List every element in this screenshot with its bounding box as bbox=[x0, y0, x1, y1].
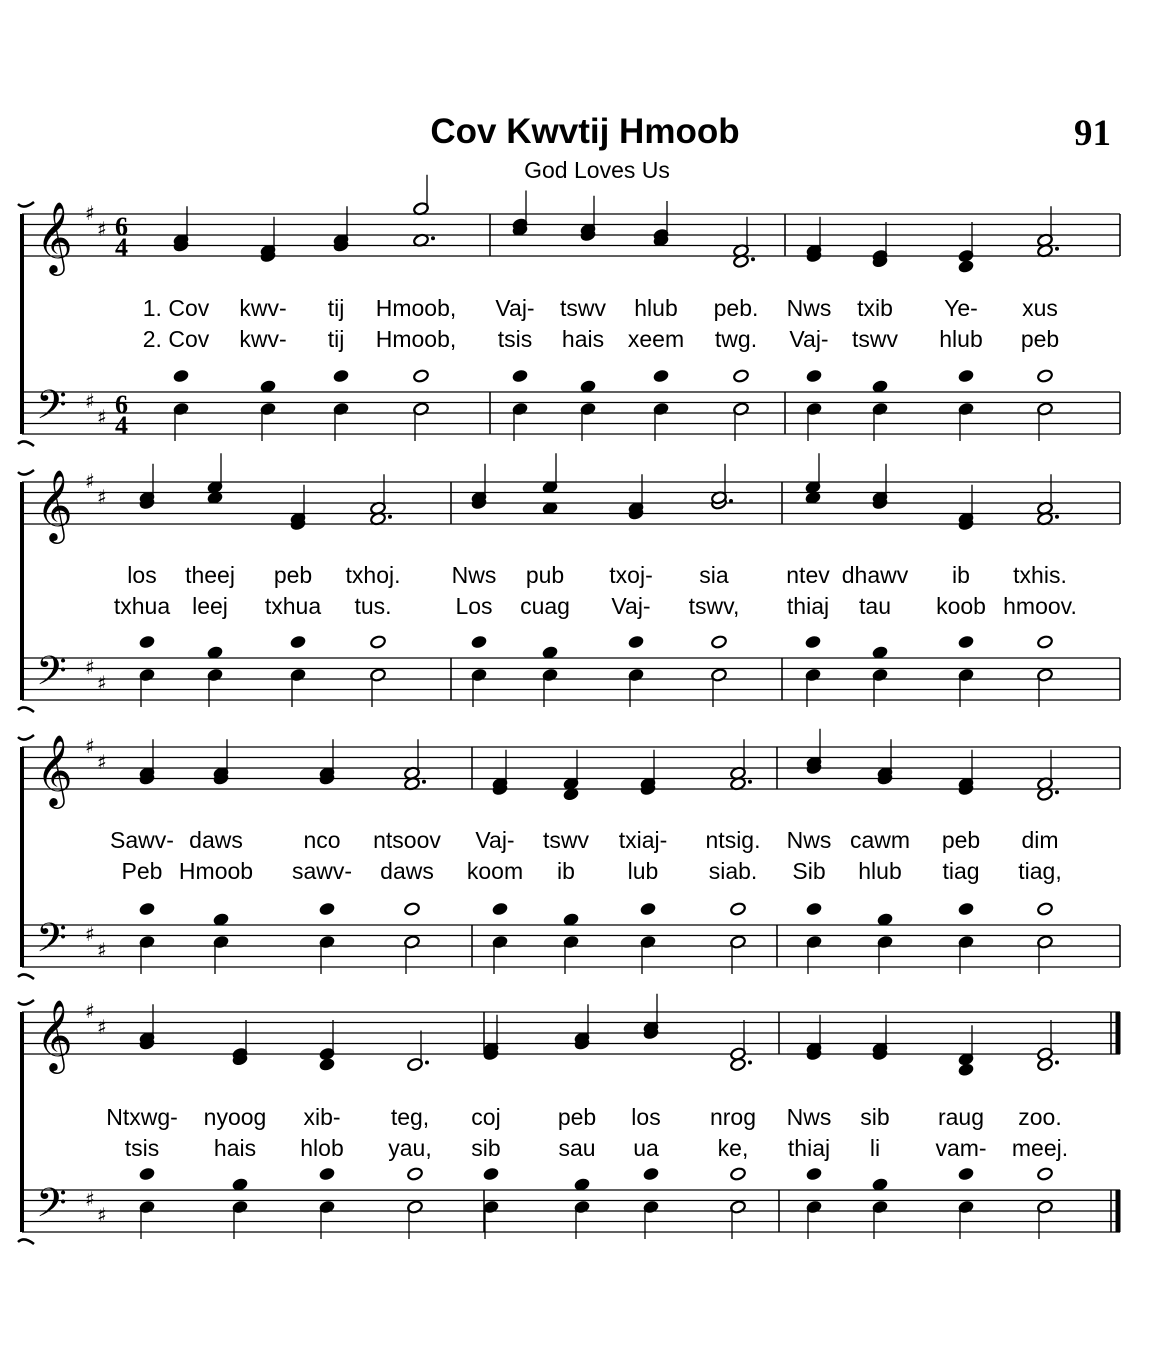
bass-note bbox=[730, 1167, 747, 1181]
time-sig-denominator: 4 bbox=[115, 411, 128, 440]
lyric-syllable: peb bbox=[273, 562, 313, 588]
bracket-top bbox=[18, 202, 34, 207]
lyric-syllable: Vaj- bbox=[611, 593, 651, 619]
lyric-syllable: tiag bbox=[942, 858, 980, 884]
lyric-syllable: ntsig. bbox=[705, 827, 761, 853]
lyric-syllable: tswv, bbox=[688, 593, 740, 619]
lyric-syllable: nyoog bbox=[203, 1104, 267, 1130]
sharp-sign: ♯ bbox=[97, 938, 107, 962]
lyric-syllable: peb. bbox=[713, 295, 759, 321]
lyric-syllable: Vaj- bbox=[495, 295, 535, 321]
bass-note bbox=[958, 635, 975, 649]
bass-note bbox=[1037, 1167, 1054, 1181]
time-sig-numerator: 6 bbox=[115, 390, 128, 419]
lyric-syllable: Peb bbox=[121, 858, 163, 884]
lyric-syllable: xib- bbox=[303, 1104, 341, 1130]
lyric-syllable: sawv- bbox=[291, 858, 353, 884]
lyric-syllable: sib bbox=[860, 1104, 890, 1130]
lyric-syllable: Nws bbox=[786, 827, 832, 853]
lyric-syllable: Nws bbox=[451, 562, 497, 588]
lyric-syllable: thiaj bbox=[786, 593, 830, 619]
lyric-syllable: txhua bbox=[264, 593, 322, 619]
sharp-sign: ♯ bbox=[97, 217, 107, 241]
lyric-syllable: sib bbox=[471, 1135, 501, 1161]
lyric-syllable: thiaj bbox=[787, 1135, 831, 1161]
bass-note bbox=[290, 635, 307, 649]
bass-note bbox=[370, 635, 387, 649]
treble-clef: 𝄞 bbox=[36, 200, 73, 273]
lyric-syllable: teg, bbox=[390, 1104, 430, 1130]
sharp-sign: ♯ bbox=[85, 655, 95, 679]
lyric-syllable: sau bbox=[558, 1135, 596, 1161]
lyric-syllable: leej bbox=[192, 593, 228, 619]
bass-note bbox=[512, 369, 529, 383]
bass-note bbox=[806, 1167, 823, 1181]
bass-note bbox=[139, 1167, 156, 1181]
lyric-syllable: kwv- bbox=[239, 326, 287, 352]
bass-note bbox=[958, 1167, 975, 1181]
bass-note bbox=[139, 635, 156, 649]
sharp-sign: ♯ bbox=[97, 1015, 107, 1039]
bass-note bbox=[471, 635, 488, 649]
bracket-bottom bbox=[18, 441, 34, 446]
lyric-syllable: tsis bbox=[497, 326, 533, 352]
lyric-syllable: txib bbox=[857, 295, 893, 321]
hymn-title: Cov Kwvtij Hmoob bbox=[430, 112, 740, 151]
bracket-top bbox=[18, 1000, 34, 1005]
bass-note bbox=[640, 902, 657, 916]
sharp-sign: ♯ bbox=[97, 750, 107, 774]
treble-clef: 𝄞 bbox=[36, 998, 73, 1071]
hymn-subtitle: God Loves Us bbox=[524, 157, 670, 183]
bass-note bbox=[173, 369, 190, 383]
hymn-number: 91 bbox=[1074, 113, 1111, 154]
bass-note bbox=[958, 369, 975, 383]
lyric-syllable: daws bbox=[380, 858, 434, 884]
lyric-syllable: twg. bbox=[714, 326, 758, 352]
bass-note bbox=[413, 369, 430, 383]
bass-note bbox=[492, 902, 509, 916]
sharp-sign: ♯ bbox=[97, 485, 107, 509]
bass-note bbox=[139, 902, 156, 916]
sharp-sign: ♯ bbox=[97, 1203, 107, 1227]
lyric-syllable: tij bbox=[327, 295, 345, 321]
lyric-syllable: koom bbox=[466, 858, 524, 884]
lyric-syllable: ntsoov bbox=[373, 827, 441, 853]
lyric-syllable: tsis bbox=[124, 1135, 160, 1161]
lyric-syllable: Nws bbox=[786, 295, 832, 321]
lyric-syllable: nco bbox=[303, 827, 341, 853]
lyric-syllable: lub bbox=[627, 858, 659, 884]
lyric-syllable: raug bbox=[937, 1104, 985, 1130]
bass-note bbox=[730, 902, 747, 916]
bass-note bbox=[628, 635, 645, 649]
dot bbox=[748, 1061, 752, 1065]
lyric-syllable: dim bbox=[1021, 827, 1059, 853]
bass-note bbox=[711, 635, 728, 649]
lyric-syllable: xeem bbox=[627, 326, 685, 352]
lyric-syllable: los bbox=[631, 1104, 661, 1130]
lyric-syllable: vam- bbox=[935, 1135, 987, 1161]
lyric-syllable: 1. Cov bbox=[142, 295, 210, 321]
bass-note bbox=[733, 369, 750, 383]
sharp-sign: ♯ bbox=[85, 922, 95, 946]
bass-note bbox=[643, 1167, 660, 1181]
lyric-syllable: Nws bbox=[786, 1104, 832, 1130]
bracket-bottom bbox=[18, 974, 34, 979]
lyric-syllable: li bbox=[869, 1135, 881, 1161]
dot bbox=[422, 780, 426, 784]
lyric-syllable: kwv- bbox=[239, 295, 287, 321]
lyric-syllable: peb bbox=[557, 1104, 597, 1130]
time-sig-numerator: 6 bbox=[115, 212, 128, 241]
lyric-syllable: hlob bbox=[300, 1135, 344, 1161]
lyric-syllable: peb bbox=[941, 827, 981, 853]
lyric-syllable: tij bbox=[327, 326, 345, 352]
lyric-syllable: Hmoob, bbox=[375, 326, 457, 352]
dot bbox=[729, 499, 733, 503]
lyric-syllable: Hmoob, bbox=[375, 295, 457, 321]
sharp-sign: ♯ bbox=[85, 999, 95, 1023]
lyric-syllable: Hmoob bbox=[178, 858, 254, 884]
bracket-bottom bbox=[18, 1239, 34, 1244]
bass-clef: 𝄢 bbox=[36, 382, 67, 438]
bass-note bbox=[1037, 635, 1054, 649]
lyric-syllable: siab. bbox=[708, 858, 758, 884]
bass-note bbox=[319, 1167, 336, 1181]
lyric-syllable: xus bbox=[1022, 295, 1058, 321]
treble-clef: 𝄞 bbox=[36, 733, 73, 806]
lyric-syllable: hlub bbox=[939, 326, 983, 352]
lyric-syllable: koob bbox=[936, 593, 986, 619]
lyric-syllable: ke, bbox=[717, 1135, 749, 1161]
lyric-syllable: coj bbox=[471, 1104, 501, 1130]
lyric-syllable: sia bbox=[699, 562, 729, 588]
lyric-syllable: pub bbox=[525, 562, 565, 588]
lyric-syllable: Vaj- bbox=[475, 827, 515, 853]
dot bbox=[1055, 247, 1059, 251]
lyric-syllable: daws bbox=[189, 827, 243, 853]
bass-note bbox=[806, 369, 823, 383]
dot bbox=[1055, 1061, 1059, 1065]
lyric-syllable: ib bbox=[557, 858, 575, 884]
lyric-syllable: Sawv- bbox=[110, 827, 174, 853]
sharp-sign: ♯ bbox=[85, 734, 95, 758]
bass-note bbox=[806, 902, 823, 916]
bass-note bbox=[483, 1167, 500, 1181]
lyric-syllable: Vaj- bbox=[789, 326, 829, 352]
dot bbox=[1055, 515, 1059, 519]
lyric-syllable: txoj- bbox=[609, 562, 653, 588]
lyric-syllable: txhoj. bbox=[345, 562, 401, 588]
lyric-syllable: Ye- bbox=[944, 295, 978, 321]
lyric-syllable: tau bbox=[859, 593, 891, 619]
sharp-sign: ♯ bbox=[85, 389, 95, 413]
bass-note bbox=[1037, 902, 1054, 916]
lyric-syllable: zoo. bbox=[1018, 1104, 1062, 1130]
lyric-syllable: tswv bbox=[543, 827, 589, 853]
lyric-syllable: txhis. bbox=[1013, 562, 1067, 588]
bracket-bottom bbox=[18, 707, 34, 712]
lyric-syllable: theej bbox=[185, 562, 235, 588]
bass-note bbox=[333, 369, 350, 383]
lyric-syllable: nrog bbox=[709, 1104, 757, 1130]
lyric-syllable: hais bbox=[561, 326, 605, 352]
sharp-sign: ♯ bbox=[97, 671, 107, 695]
treble-clef: 𝄞 bbox=[36, 468, 73, 541]
lyric-syllable: Los bbox=[455, 593, 493, 619]
bass-clef: 𝄢 bbox=[36, 915, 67, 971]
lyric-syllable: txiaj- bbox=[618, 827, 668, 853]
bass-note bbox=[404, 902, 421, 916]
lyric-syllable: peb bbox=[1020, 326, 1060, 352]
lyric-syllable: ib bbox=[952, 562, 970, 588]
lyric-syllable: tswv bbox=[560, 295, 606, 321]
lyric-syllable: Sib bbox=[792, 858, 826, 884]
lyric-syllable: los bbox=[127, 562, 157, 588]
dot bbox=[431, 236, 435, 240]
dot bbox=[1055, 790, 1059, 794]
lyric-syllable: yau, bbox=[388, 1135, 432, 1161]
bass-note bbox=[407, 1167, 424, 1181]
dot bbox=[388, 515, 392, 519]
bass-note bbox=[319, 902, 336, 916]
lyric-syllable: cawm bbox=[849, 827, 911, 853]
dot bbox=[748, 780, 752, 784]
lyric-syllable: 2. Cov bbox=[142, 326, 210, 352]
lyric-syllable: hmoov. bbox=[1003, 593, 1077, 619]
bass-note bbox=[958, 902, 975, 916]
lyric-syllable: tswv bbox=[852, 326, 898, 352]
lyric-syllable: hlub bbox=[634, 295, 678, 321]
sharp-sign: ♯ bbox=[85, 1187, 95, 1211]
bracket-top bbox=[18, 735, 34, 740]
lyric-syllable: txhua bbox=[113, 593, 171, 619]
lyric-syllable: tiag, bbox=[1018, 858, 1062, 884]
sharp-sign: ♯ bbox=[97, 405, 107, 429]
sharp-sign: ♯ bbox=[85, 469, 95, 493]
dot bbox=[751, 257, 755, 261]
bass-clef: 𝄢 bbox=[36, 648, 67, 704]
time-sig-denominator: 4 bbox=[115, 233, 128, 262]
lyric-syllable: ntev bbox=[786, 562, 830, 588]
bass-note bbox=[1037, 369, 1054, 383]
lyric-syllable: hlub bbox=[858, 858, 902, 884]
bass-note bbox=[653, 369, 670, 383]
sharp-sign: ♯ bbox=[85, 201, 95, 225]
lyric-syllable: tus. bbox=[354, 593, 392, 619]
lyric-syllable: cuag bbox=[520, 593, 570, 619]
bass-clef: 𝄢 bbox=[36, 1180, 67, 1236]
lyric-syllable: dhawv bbox=[841, 562, 909, 588]
lyric-syllable: meej. bbox=[1011, 1135, 1069, 1161]
lyric-syllable: hais bbox=[213, 1135, 257, 1161]
bass-note bbox=[805, 635, 822, 649]
bracket-top bbox=[18, 470, 34, 475]
lyric-syllable: Ntxwg- bbox=[106, 1104, 178, 1130]
dot bbox=[425, 1061, 429, 1065]
lyric-syllable: ua bbox=[633, 1135, 659, 1161]
